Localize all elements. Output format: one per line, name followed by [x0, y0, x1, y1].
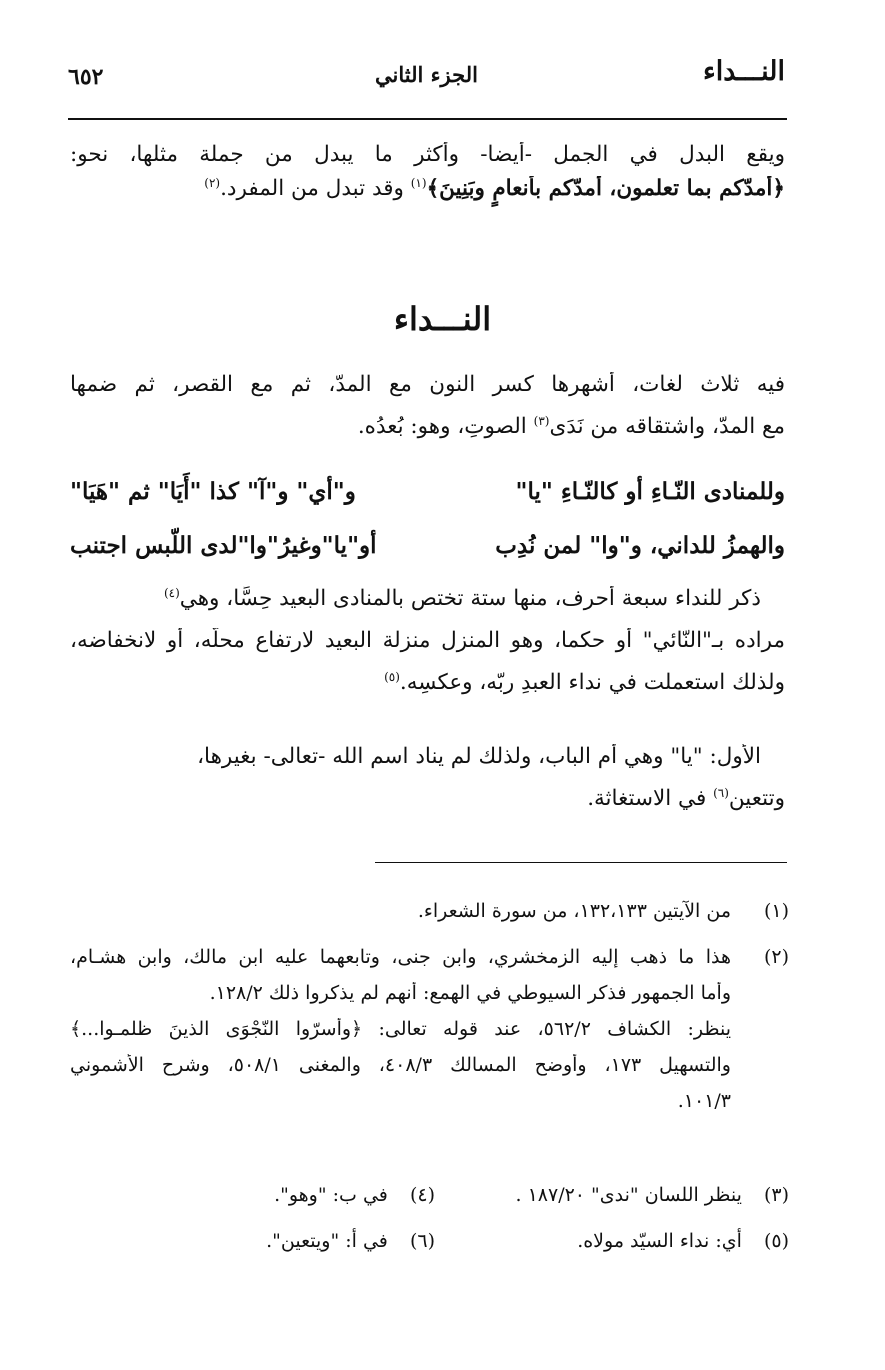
para1-line-2	[70, 414, 785, 454]
running-header	[68, 52, 785, 102]
para2-line-1-a: ذكر للنداء سبعة أحرف، منها ستة تختص بالمنادى البعيد حِسًّا، وهي	[179, 586, 761, 611]
part-title: الجزء الثاني	[375, 62, 478, 87]
verse-2-second-hemistich: أو"يا"وغيرُ"وا"لدى اللّبس اجتنب	[70, 532, 377, 559]
footnote-ref-6: (٦)	[713, 786, 729, 800]
footnote-2-line-2: وأما الجمهور فذكر السيوطي في الهمع: أنهم لم يذكروا ذلك ١٢٨/٢.	[209, 982, 731, 1004]
footnote-rule	[375, 862, 787, 863]
chapter-title: النـــداء	[703, 56, 785, 87]
intro-line-2-text: وقد تبدل من المفرد.	[220, 176, 404, 201]
verse-2-first-hemistich: والهمزُ للداني، و"وا" لمن نُدِب	[495, 532, 785, 559]
footnote-6-number: (٦)	[409, 1230, 435, 1252]
para3-line-2-b: في الاستغاثة.	[587, 786, 707, 811]
quran-quote: ﴿أمدّكم بما تعلمون، أمدّكم بأنعامٍ وبَنِينَ﴾	[426, 176, 785, 201]
footnote-2-line-3: ينظر: الكشاف ٥٦٢/٢، عند قوله تعالى: ﴿وأسرّوا النّجْوَى الذينَ ظلمـوا...﴾	[70, 1018, 731, 1040]
footnote-2-line-5: ١٠١/٣.	[677, 1090, 731, 1112]
intro-line-2	[70, 176, 785, 216]
para2-line-1	[70, 586, 785, 628]
footnote-3-number: (٣)	[763, 1184, 789, 1206]
paragraph-3	[70, 744, 785, 828]
footnote-5	[577, 1230, 789, 1252]
para1-line-2-b: الصوتِ، وهو: بُعدُه.	[357, 414, 527, 439]
footnote-2-line-4: والتسهيل ١٧٣، وأوضح المسالك ٤٠٨/٣، والمغنى ٥٠٨/١، وشرح الأشموني	[70, 1054, 731, 1076]
page-number: ٦٥٢	[68, 64, 104, 90]
footnote-2	[70, 946, 789, 1126]
paragraph-2	[70, 586, 785, 712]
para3-line-2-a: وتتعين	[728, 786, 785, 811]
para2-line-3-a: ولذلك استعملت في نداء العبدِ ربّه، وعكسِه.	[399, 670, 785, 695]
footnote-2-number: (٢)	[763, 946, 789, 968]
verse-block	[70, 478, 785, 572]
footnote-5-text: أي: نداء السيّد مولاه.	[577, 1230, 742, 1252]
footnote-6-text: في أ: "ويتعين".	[266, 1230, 388, 1252]
footnote-ref-1: (١)	[410, 176, 427, 190]
footnote-1-text: من الآيتين ١٣٢،١٣٣، من سورة الشعراء.	[417, 900, 731, 922]
intro-paragraph	[70, 142, 785, 216]
footnote-1	[70, 900, 789, 936]
para2-line-3	[70, 670, 785, 712]
para3-line-1: الأول: "يا" وهي أم الباب، ولذلك لم يناد اسم الله -تعالى- بغيرها،	[197, 744, 761, 769]
footnote-5-number: (٥)	[763, 1230, 789, 1252]
paragraph-1	[70, 372, 785, 454]
footnote-4-text: في ب: "وهو".	[274, 1184, 388, 1206]
footnote-ref-3: (٣)	[533, 414, 550, 428]
header-rule	[68, 118, 787, 120]
footnote-3-text: ينظر اللسان "ندى" ١٨٧/٢٠ .	[515, 1184, 742, 1206]
intro-line-1: ويقع البدل في الجمل -أيضا- وأكثر ما يبدل من جملة مثلها، نحو:	[70, 142, 785, 167]
footnote-2-line-1: هذا ما ذهب إليه الزمخشري، وابن جنى، وتابعهما عليه ابن مالك، وابن هشـام،	[70, 946, 731, 968]
verse-1-second-hemistich: و"أي" و"آ" كذا "أَيَا" ثم "هَيَا"	[70, 478, 356, 505]
footnote-ref-2: (٢)	[204, 176, 221, 190]
verse-1-first-hemistich: وللمنادى النّـاءِ أو كالنّـاءِ "يا"	[515, 478, 785, 505]
verse-line-1	[70, 478, 785, 532]
footnote-4-number: (٤)	[409, 1184, 435, 1206]
footnote-3	[515, 1184, 789, 1206]
para3-line-2	[70, 786, 785, 828]
section-heading	[0, 300, 885, 338]
footnote-ref-4: (٤)	[163, 586, 180, 600]
verse-line-2	[70, 532, 785, 572]
para1-line-2-a: مع المدّ، واشتقاقه من نَدَى	[549, 414, 785, 439]
footnote-ref-5: (٥)	[384, 670, 400, 684]
section-title: النـــداء	[393, 300, 492, 338]
para1-line-1: فيه ثلاث لغات، أشهرها كسر النون مع المدّ، ثم مع القصر، ثم ضمها	[70, 372, 785, 397]
footnote-4	[274, 1184, 435, 1206]
footnote-1-number: (١)	[763, 900, 789, 922]
footnote-6	[266, 1230, 435, 1252]
para2-line-2: مراده بـ"النّائي" أو حكما، وهو المنزل منزلة البعيد لارتفاع محلّه، أو لانخفاضه،	[70, 628, 785, 653]
